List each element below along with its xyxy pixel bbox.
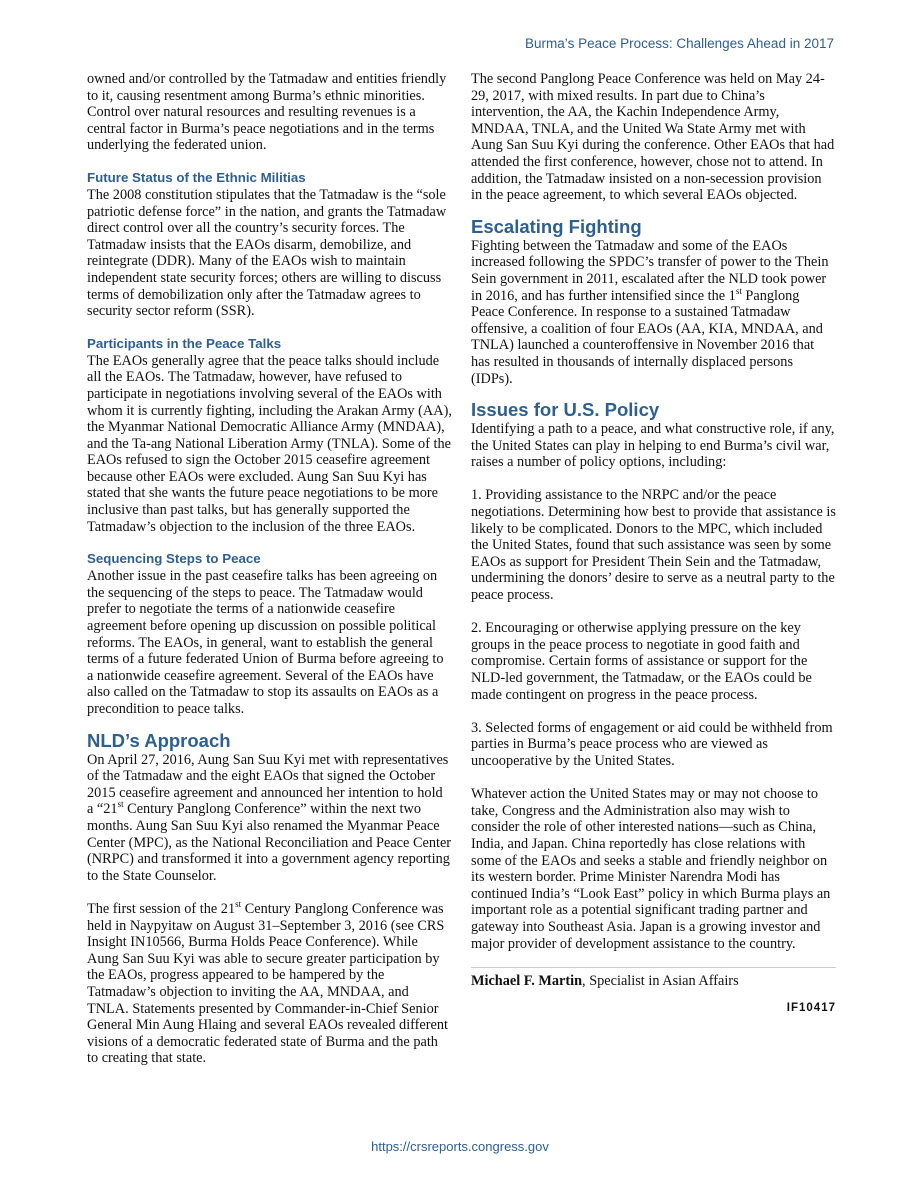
author-title: , Specialist in Asian Affairs bbox=[582, 973, 739, 990]
author-line bbox=[471, 973, 836, 990]
author-divider bbox=[471, 967, 836, 968]
sequencing-paragraph: Another issue in the past ceasefire talks has been agreeing on the sequencing of the steps to peace. The Tatmadaw would prefer to negotiate the terms of a nationwide ceasefire agreement before opening up discussion on possible political reforms. The EAOs, in general, want to establish the general terms of a future federated Union of Burma before agreeing to a nationwide ceasefire agreement. Several of the EAOs have also called on the Tatmadaw to stop its assaults on EAOs as a precondition to peace talks. bbox=[87, 568, 444, 717]
nld-paragraph-2: The first session of the 21st Century Panglong Conference was held in Naypyitaw on August 31–September 3, 2016 (see CRS Insight IN10566, Burma Holds Peace Conference). While Aung San Suu Kyi was able to secure greater participation by the EAOs, progress appeared to be hampered by the Tatmadaw’s objection to inviting the AA, MNDAA, and TNLA. Statements presented by Commander-in-Chief Senior General Min Aung Hlaing and several EAOs revealed different visions of a democratic federated state of Burma and the path to creating that state. bbox=[87, 899, 449, 1067]
sequencing-heading: Sequencing Steps to Peace bbox=[87, 551, 261, 567]
fighting-paragraph: Fighting between the Tatmadaw and some of the EAOs increased following the SPDC’s transfer of power to the Thein Sein government in 2011, escalated after the NLD took power in 2016, and has further intensified since the 1st Panglong Peace Conference. In response to a sustained Tatmadaw offensive, a coalition of four EAOs (AA, KIA, MNDAA, and TNLA) launched a counteroffensive in November 2016 that has resulted in thousands of internally displaced persons (IDPs). bbox=[471, 237, 829, 387]
escalating-fighting-heading: Escalating Fighting bbox=[471, 215, 642, 237]
left-column bbox=[87, 71, 452, 1067]
policy-option-1: 1. Providing assistance to the NRPC and/or the peace negotiations. Determining how best to provide that assistance is likely to be complicated. Donors to the MPC, which included the United States, found that such assistance was seen by some EAOs as support for President Thein Sein and the Tatmadaw, undermining the donors’ desire to serve as a neutral party to the peace process. bbox=[471, 487, 836, 604]
closing-paragraph: Whatever action the United States may or may not choose to take, Congress and the Administration also may wish to consider the role of other interested nations—such as China, India, and Japan. China reportedly has close relations with some of the EAOs and seeks a stable and friendly neighbor on its western border. Prime Minister Narendra Modi has continued India’s “Look East” policy in which Burma plays an important role as a potential significant trading partner and gateway into Southeast Asia. Japan is a growing investor and major provider of development assistance to the country. bbox=[471, 786, 831, 952]
intro-paragraph: owned and/or controlled by the Tatmadaw and entities friendly to it, causing resentment among Burma’s ethnic minorities. Control over natural resources and resulting revenues is a central factor in Burma’s peace negotiations and in the terms underlying the federated union. bbox=[87, 71, 447, 154]
policy-option-2: 2. Encouraging or otherwise applying pressure on the key groups in the peace process to negotiate in good faith and compromise. Certain forms of assistance or support for the NLD-led government, the Tatmadaw, or the EAOs could be made contingent on progress in the peace process. bbox=[471, 620, 812, 703]
panglong-paragraph: The second Panglong Peace Conference was held on May 24-29, 2017, with mixed results. In part due to China’s intervention, the AA, the Kachin Independence Army, MNDAA, TNLA, and the United Wa State Army met with Aung San Suu Kyi during the conference. Other EAOs that had attended the first conference, however, chose not to attend. In addition, the Tatmadaw insisted on a non-secession provision in the peace agreement, to which several EAOs objected. bbox=[471, 71, 835, 204]
participants-heading: Participants in the Peace Talks bbox=[87, 335, 282, 351]
participants-paragraph: The EAOs generally agree that the peace talks should include all the EAOs. The Tatmadaw, however, have refused to participate in negotiations involving several of the EAOs with whom it is currently fighting, including the Arakan Army (AA), the Myanmar National Democratic Alliance Army (MNDAA), and the Ta-ang National Liberation Army (TNLA). Some of the EAOs refused to sign the October 2015 ceasefire agreement because other EAOs were excluded. Aung San Suu Kyi has stated that she wants the future peace negotiations to be more inclusive than past talks, but has generally supported the Tatmadaw’s objection to the inclusion of the three EAOs. bbox=[87, 352, 452, 535]
militias-paragraph: The 2008 constitution stipulates that the Tatmadaw is the “sole patriotic defense force” in the nation, and grants the Tatmadaw direct control over all the country’s security forces. The Tatmadaw insists that the EAOs disarm, demobilize, and reintegrate (DDR). Many of the EAOs wish to maintain independent state security forces; others are willing to discuss terms of demobilization only after the Tatmadaw agrees to security sector reform (SSR). bbox=[87, 186, 447, 320]
footer-url[interactable]: https://crsreports.congress.gov bbox=[371, 1139, 549, 1154]
us-policy-heading: Issues for U.S. Policy bbox=[471, 399, 660, 421]
policy-option-3: 3. Selected forms of engagement or aid could be withheld from parties in Burma’s peace process who are viewed as uncooperative by the United States. bbox=[471, 719, 833, 769]
author-name: Michael F. Martin bbox=[471, 973, 583, 990]
running-header-title: Burma’s Peace Process: Challenges Ahead in 2017 bbox=[525, 36, 834, 51]
right-column bbox=[471, 71, 836, 1014]
nld-approach-heading: NLD’s Approach bbox=[87, 729, 231, 751]
militias-heading: Future Status of the Ethnic Militias bbox=[87, 169, 306, 185]
nld-paragraph-1: On April 27, 2016, Aung San Suu Kyi met with representatives of the Tatmadaw and the eight EAOs that signed the October 2015 ceasefire agreement and announced her intention to hold a “21st Century Panglong Conference” within the next two months. Aung San Suu Kyi also renamed the Myanmar Peace Center (MPC), as the National Reconciliation and Peace Center (NRPC) and transformed it into a government agency reporting to the State Counselor. bbox=[87, 751, 452, 884]
document-id: IF10417 bbox=[786, 1001, 836, 1014]
policy-intro-paragraph: Identifying a path to a peace, and what constructive role, if any, the United States can play in helping to end Burma’s civil war, raises a number of policy options, including: bbox=[471, 421, 835, 471]
